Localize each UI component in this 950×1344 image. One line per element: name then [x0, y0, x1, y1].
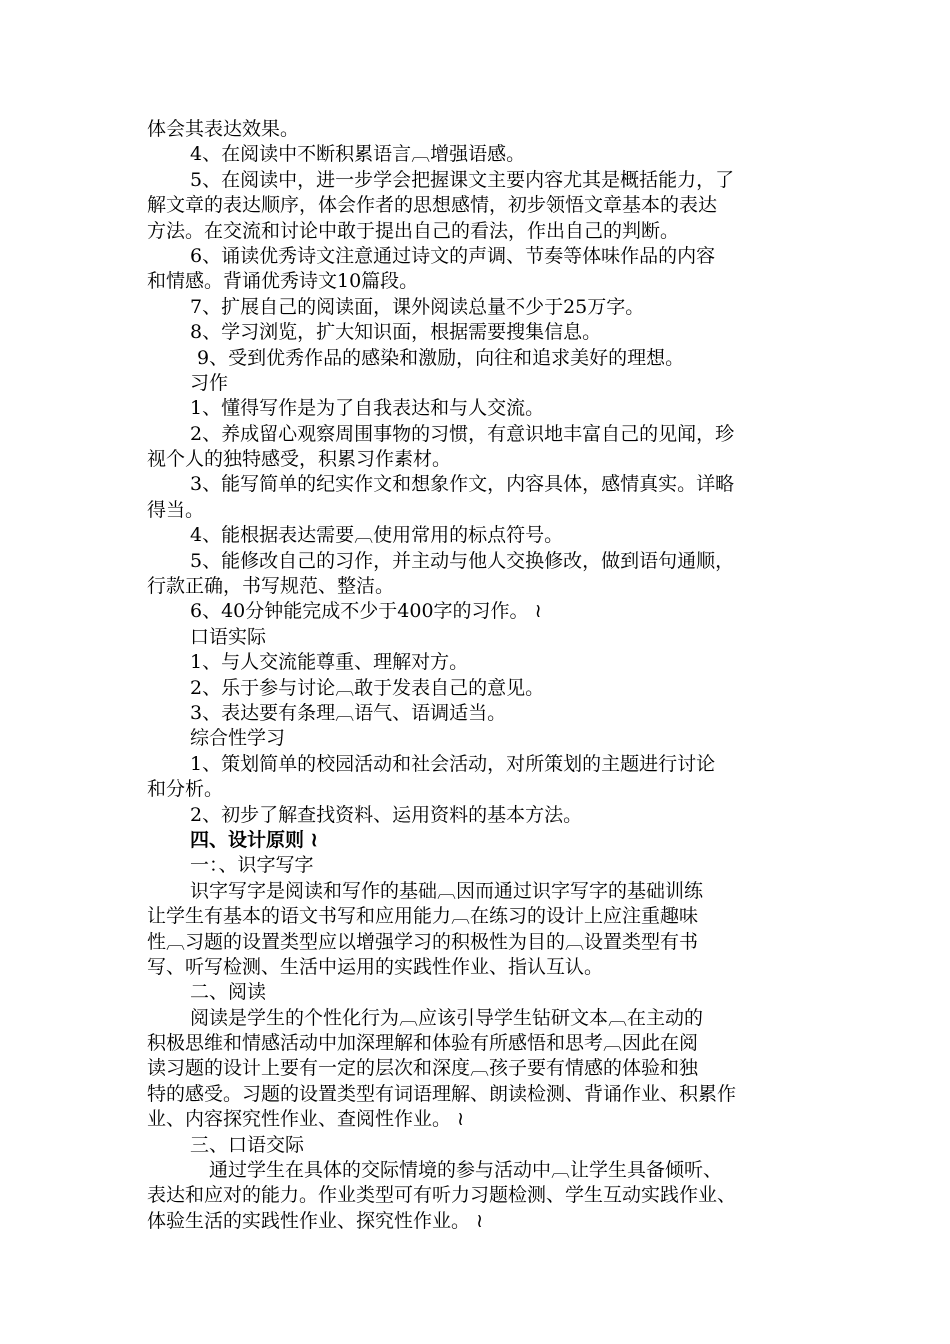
text-line: 1、策划简单的校园活动和社会活动，对所策划的主题进行讨论 — [190, 752, 716, 775]
text-line: 1、懂得写作是为了自我表达和与人交流。 — [190, 397, 545, 420]
text-line: 表达和应对的能力。作业类型可有听力习题检测、学生互动实践作业、 — [147, 1184, 737, 1207]
text-line: 1、与人交流能尊重、理解对方。 — [190, 651, 469, 674]
text-line: 2、乐于参与讨论︹敢于发表自己的意见。 — [190, 676, 545, 699]
text-line: 性︹习题的设置类型应以增强学习的积极性为目的︹设置类型有书 — [147, 930, 699, 953]
text-line: 解文章的表达顺序，体会作者的思想感情，初步领悟文章基本的表达 — [147, 194, 718, 217]
text-line: 7、扩展自己的阅读面，课外阅读总量不少于25万字。 — [190, 295, 645, 318]
section-heading: 综合性学习 — [190, 727, 286, 750]
text-line: 阅读是学生的个性化行为︹应该引导学生钻研文本︹在主动的 — [190, 1006, 704, 1029]
text-line: 2、初步了解查找资料、运用资料的基本方法。 — [190, 803, 583, 826]
chapter-heading: 四、设计原则 ≀ — [190, 828, 318, 851]
text-line: 和情感。背诵优秀诗文10篇段。 — [147, 270, 419, 293]
text-line: 让学生有基本的语文书写和应用能力︹在练习的设计上应注重趣味 — [147, 905, 699, 928]
text-line: 读习题的设计上要有一定的层次和深度︹孩子要有情感的体验和独 — [147, 1057, 699, 1080]
text-line: 体验生活的实践性作业、探究性作业。 ≀ — [147, 1209, 484, 1232]
text-line: 3、能写简单的纪实作文和想象作文，内容具体，感情真实。详略 — [190, 473, 735, 496]
text-line: 4、能根据表达需要︹使用常用的标点符号。 — [190, 524, 564, 547]
text-line: 写、听写检测、生活中运用的实践性作业、指认互认。 — [147, 955, 604, 978]
text-line: 体会其表达效果。 — [147, 118, 300, 140]
text-line: 5、在阅读中，进一步学会把握课文主要内容尤其是概括能力，了 — [190, 168, 735, 191]
section-heading: 口语实际 — [190, 625, 267, 648]
text-line: 积极思维和情感活动中加深理解和体验有所感悟和思考︹因此在阅 — [147, 1032, 699, 1055]
text-line: 6、诵读优秀诗文注意通过诗文的声调、节奏等体味作品的内容 — [190, 244, 716, 267]
section-heading: 习作 — [190, 371, 229, 394]
text-line: 识字写字是阅读和写作的基础︹因而通过识字写字的基础训练 — [190, 879, 704, 902]
section-heading: 一：、识字写字 — [190, 854, 314, 877]
text-line: 视个人的独特感受，积累习作素材。 — [147, 448, 452, 471]
document-body — [147, 117, 812, 1234]
text-line: 得当。 — [147, 498, 205, 521]
section-heading: 二、阅读 — [190, 981, 267, 1004]
text-line: 特的感受。习题的设置类型有词语理解、朗读检测、背诵作业、积累作 — [147, 1082, 737, 1105]
text-line: 4、在阅读中不断积累语言︹增强语感。 — [190, 143, 526, 166]
text-line: 3、表达要有条理︹语气、语调适当。 — [190, 701, 507, 724]
text-line: 通过学生在具体的交际情境的参与活动中︹让学生具备倾听、 — [209, 1159, 723, 1182]
text-line: 6、40分钟能完成不少于400字的习作。 ≀ — [190, 600, 542, 623]
section-heading: 三、口语交际 — [190, 1133, 305, 1156]
text-line: 5、能修改自己的习作，并主动与他人交换修改，做到语句通顺， — [190, 549, 735, 572]
text-line: 行款正确，书写规范、整洁。 — [147, 575, 395, 598]
text-line: 8、学习浏览，扩大知识面，根据需要搜集信息。 — [190, 321, 602, 344]
text-line: 2、养成留心观察周围事物的习惯，有意识地丰富自己的见闻，珍 — [190, 422, 735, 445]
text-line: 9、受到优秀作品的感染和激励，向往和追求美好的理想。 — [197, 346, 685, 369]
text-line: 方法。在交流和讨论中敢于提出自己的看法，作出自己的判断。 — [147, 219, 680, 242]
text-line: 业、内容探究性作业、查阅性作业。 ≀ — [147, 1108, 465, 1131]
text-line: 和分析。 — [147, 778, 224, 801]
